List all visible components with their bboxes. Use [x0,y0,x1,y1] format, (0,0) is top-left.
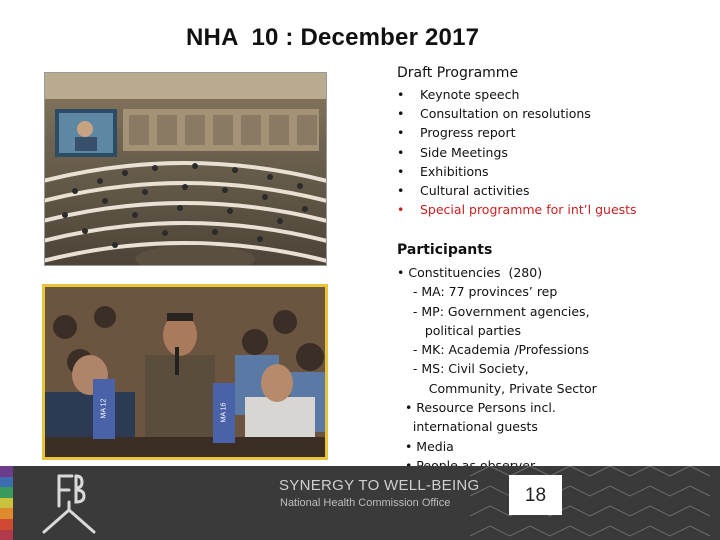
list-item [397,104,637,123]
stripe [0,530,13,540]
participants-photo [42,284,328,460]
slide-title: NHA 10 : December 2017 [186,24,480,51]
bullet-icon: • [397,144,405,160]
bullet-icon: • [397,106,405,122]
list-item: - MP: Government agencies, [397,303,590,319]
list-item: international guests [397,419,538,435]
list-item: - MK: Academia /Professions [397,342,590,358]
stripe [0,498,13,509]
item-label: Consultation on resolutions [420,106,591,122]
item-label: Special programme for int’l guests [420,202,637,218]
list-item: political parties [397,322,522,338]
list-item [397,200,637,219]
bullet-icon: • [397,163,405,179]
list-item: • Constituencies (280) [397,265,543,280]
draft-programme-list [397,85,637,219]
bullet-icon: • [397,202,405,218]
footer-pattern-icon [470,466,720,540]
placard-left-label: MA 12 [100,398,108,419]
list-item: • Media [397,438,454,454]
conference-hall-image [45,73,326,265]
placard-right-label: MA 16 [220,402,228,423]
list-item [397,123,637,142]
stripe [0,508,13,519]
page-number: 18 [524,485,547,506]
draft-programme-heading: Draft Programme [397,65,519,81]
bullet-icon: • [397,125,405,141]
nhco-logo-icon [24,472,114,536]
item-label: Keynote speech [420,87,520,102]
bullet-icon: • [397,87,405,102]
participants-image [45,287,325,457]
page-number-box [509,475,562,515]
item-label: Exhibitions [420,163,489,179]
item-label: Side Meetings [420,144,508,160]
footer-organization: National Health Commission Office [280,497,451,509]
list-item: - MA: 77 provinces’ rep [397,284,558,300]
list-item: • Resource Persons incl. [397,400,556,416]
conference-hall-photo [44,72,327,266]
list-item [397,181,637,200]
stripe [0,519,13,530]
participants-list [397,263,597,475]
stripe [0,487,13,498]
list-item [397,85,637,104]
color-stripes [0,466,13,540]
bullet-icon: • [397,182,405,198]
item-label: Cultural activities [420,182,530,198]
list-item: Community, Private Sector [397,380,597,396]
list-item [397,162,637,181]
participants-heading: Participants [397,242,493,258]
footer-slogan: SYNERGY TO WELL-BEING [279,477,480,494]
item-label: Progress report [420,125,516,141]
stripe [0,466,13,477]
footer-bar [0,466,720,540]
stripe [0,477,13,488]
list-item: - MS: Civil Society, [397,361,529,377]
list-item [397,143,637,162]
